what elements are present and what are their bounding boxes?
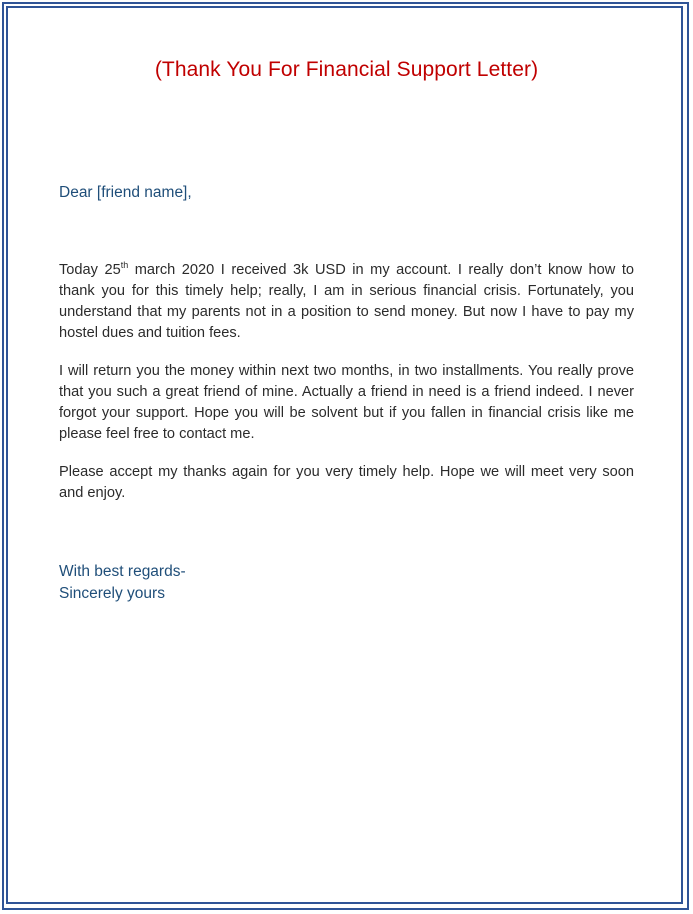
paragraph-1-start: Today 25: [59, 262, 121, 278]
letter-title: (Thank You For Financial Support Letter): [154, 58, 539, 81]
closing-regards: With best regards-: [59, 563, 186, 580]
paragraph-2: I will return you the money within next two months, in two installments. You really prove that you such a great friend of mine. Actually a friend in need is a friend indeed. I never forgot your support. Hope you will be solvent but if you fallen in financial crisis like me please feel free to contact me.: [59, 363, 634, 442]
closing-block: [59, 561, 186, 605]
ordinal-suffix: th: [120, 260, 129, 271]
paragraph-1: [59, 260, 634, 344]
paragraph-3: Please accept my thanks again for you very timely help. Hope we will meet very soon and enjoy.: [59, 464, 634, 501]
salutation: Dear [friend name],: [59, 184, 192, 201]
closing-sincerely: Sincerely yours: [59, 585, 165, 602]
paragraph-1-rest: march 2020 I received 3k USD in my account. I really don’t know how to thank you for this timely help; really, I am in serious financial crisis. Fortunately, you understand that my parents not in a position to send money. But now I have to pay my hostel dues and tuition fees.: [59, 262, 635, 341]
